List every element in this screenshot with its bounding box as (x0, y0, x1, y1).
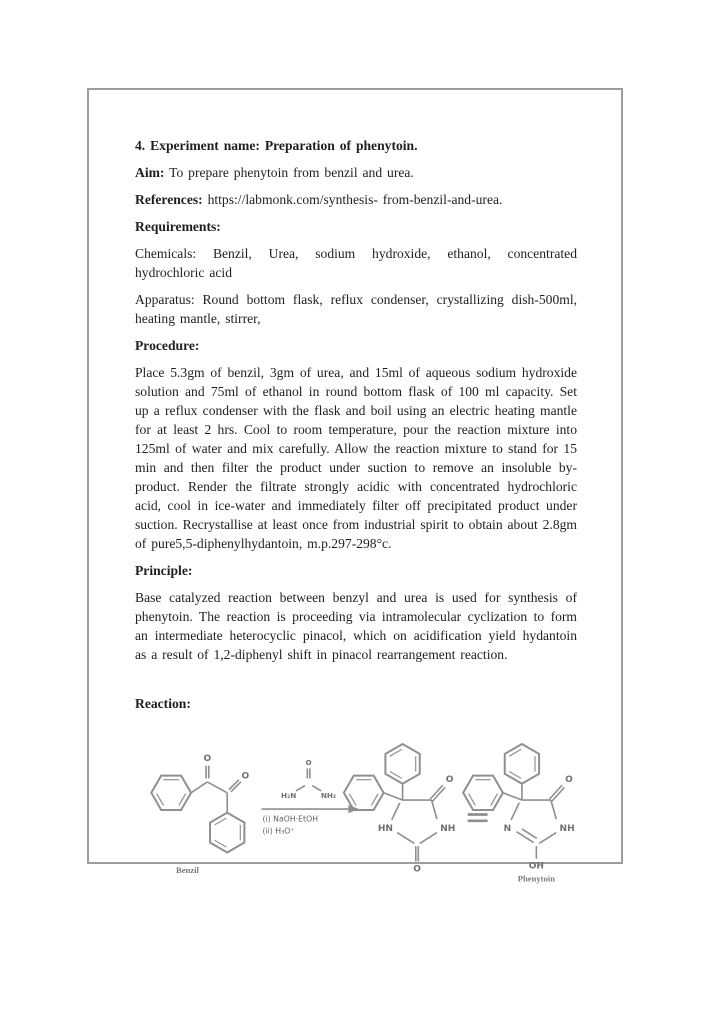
procedure-heading: Procedure: (135, 338, 200, 353)
hydantoin-o-bottom-label: O (413, 864, 421, 875)
hydantoin-nh-label: NH (440, 823, 456, 834)
experiment-title: 4. Experiment name: Preparation of phenytoin. (135, 138, 418, 153)
reagent-line-1: (i) NaOH·EtOH (262, 814, 319, 824)
principle-text: Base catalyzed reaction between benzyl and urea is used for synthesis of phenytoin. The reaction is proceeding via intramolecular cyclization to form an intermediate heterocyclic pinacol, which on acidification yield hydantoin as a result of 1,2-diphenyl shift in pinacol rearrangement reaction. (135, 590, 577, 662)
reaction-scheme-svg (135, 721, 587, 889)
hydantoin-structure (344, 744, 456, 874)
urea-o-label: O (305, 757, 312, 767)
aim-label: Aim: (135, 165, 165, 180)
references-line (135, 190, 577, 209)
phenytoin-nh-label: NH (559, 823, 575, 834)
phenytoin-oh-label: OH (528, 861, 545, 872)
phenytoin-label: Phenytoin (517, 873, 555, 884)
references-url: https://labmonk.com/synthesis- from-benzil-and-urea. (202, 192, 503, 207)
urea-structure (281, 758, 336, 800)
apparatus-text: Apparatus: Round bottom flask, reflux condenser, crystallizing dish-500ml, heating mantle, stirrer, (135, 292, 577, 326)
document-page (87, 88, 623, 884)
procedure-text: Place 5.3gm of benzil, 3gm of urea, and 15ml of aqueous sodium hydroxide solution and 75ml of ethanol in round bottom flask of 100 ml capacity. Set up a reflux condenser with the flask and boil using an electric heating mantle for at least 2 hrs. Cool to room temperature, pour the reaction mixture into 125ml of water and mix carefully. Allow the reaction mixture to stand for 15 min and then filter the product under suction to remove an insoluble by-product. Render the filtrate strongly acidic with concentrated hydrochloric acid, cool in ice-water and immediately filter off precipitated product under suction. Recrystallise at least once from industrial spirit to obtain about 2.8gm of pure5,5-diphenylhydantoin, m.p.297-298°c. (135, 365, 577, 551)
benzil-label: Benzil (175, 865, 199, 876)
benzil-structure (151, 754, 249, 875)
equals-sign (468, 814, 488, 820)
urea-h2n-label: H₂N (281, 791, 297, 801)
phenytoin-o-top-label: O (565, 774, 573, 785)
reaction-heading: Reaction: (135, 696, 191, 711)
hydantoin-hn-label: HN (377, 823, 393, 834)
hydantoin-o-top-label: O (445, 774, 454, 785)
principle-heading: Principle: (135, 563, 193, 578)
aim-line (135, 163, 577, 182)
requirements-heading: Requirements: (135, 219, 221, 234)
chemicals-text: Chemicals: Benzil, Urea, sodium hydroxide, ethanol, concentrated hydrochloric acid (135, 246, 577, 280)
urea-nh2-label: NH₂ (320, 791, 337, 801)
phenytoin-n-label: N (503, 823, 512, 834)
reaction-scheme (135, 721, 577, 894)
aim-text: To prepare phenytoin from benzil and urea. (164, 165, 414, 180)
reaction-arrow (262, 805, 360, 835)
benzil-o1-label: O (203, 754, 212, 765)
reagent-line-2: (ii) H₃O⁺ (262, 826, 295, 836)
references-label: References: (135, 192, 203, 207)
benzil-o2-label: O (241, 771, 250, 782)
